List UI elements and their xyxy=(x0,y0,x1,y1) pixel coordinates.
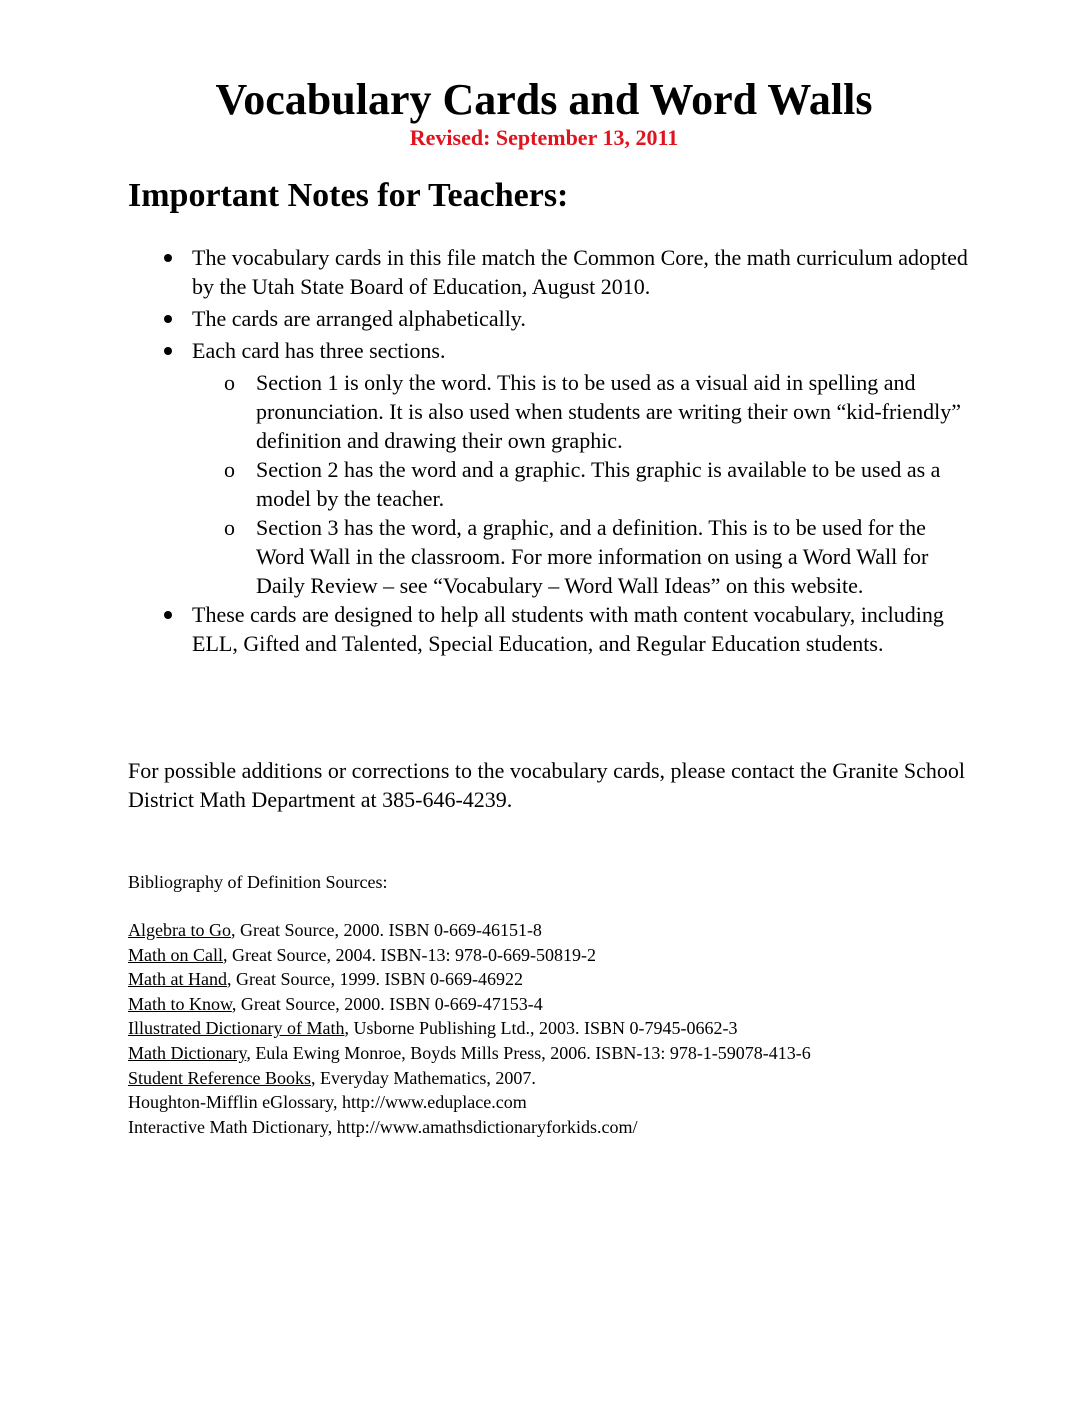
book-title: Math Dictionary xyxy=(128,1042,247,1063)
bullet-item xyxy=(0,304,992,333)
bullet-icon xyxy=(164,315,172,323)
notes-list xyxy=(0,243,1088,661)
sub-bullet-icon: o xyxy=(224,370,235,395)
bullet-icon xyxy=(164,254,172,262)
entry-details: Houghton-Mifflin eGlossary, http://www.eduplace.com xyxy=(128,1092,527,1113)
bullet-icon xyxy=(164,347,172,355)
sub-bullet-icon: o xyxy=(224,515,235,540)
book-title: Student Reference Books xyxy=(128,1067,311,1088)
bullet-item xyxy=(0,243,992,301)
book-title: Math to Know xyxy=(128,993,232,1014)
entry-details: , Eula Ewing Monroe, Boyds Mills Press, 2006. ISBN-13: 978-1-59078-413-6 xyxy=(246,1042,811,1063)
revised-date: Revised: September 13, 2011 xyxy=(409,125,679,150)
sub-item-text: Section 3 has the word, a graphic, and a definition. This is to be used for the Word Wall in the classroom. For more information on using a Word Wall for Daily Review – see “Vocabulary – Word Wall Ideas” on this website. xyxy=(256,515,929,598)
bibliography-entry xyxy=(128,992,1028,1017)
sub-item xyxy=(0,455,976,513)
sub-bullet-icon: o xyxy=(224,457,235,482)
sub-item xyxy=(0,513,976,600)
sub-item-text: Section 1 is only the word. This is to be used as a visual aid in spelling and pronunciation. It is also used when students are writing their own “kid-friendly” definition and drawing their own graphic. xyxy=(256,370,962,453)
bullet-text: The vocabulary cards in this file match the Common Core, the math curriculum adopted by the Utah State Board of Education, August 2010. xyxy=(192,245,968,299)
bullet-icon xyxy=(164,611,172,619)
entry-details: , Great Source, 2004. ISBN-13: 978-0-669-50819-2 xyxy=(223,944,596,965)
entry-details: Interactive Math Dictionary, http://www.amathsdictionaryforkids.com/ xyxy=(128,1116,638,1137)
entry-details: , Everyday Mathematics, 2007. xyxy=(310,1067,536,1088)
bibliography-title: Bibliography of Definition Sources: xyxy=(128,872,388,892)
bibliography-entry xyxy=(128,1090,1028,1115)
document-title: Vocabulary Cards and Word Walls xyxy=(215,75,873,124)
entry-details: , Great Source, 2000. ISBN 0-669-47153-4 xyxy=(231,993,543,1014)
book-title: Math at Hand xyxy=(128,969,227,990)
entry-details: , Usborne Publishing Ltd., 2003. ISBN 0-7945-0662-3 xyxy=(344,1018,738,1039)
book-title: Math on Call xyxy=(128,944,223,965)
notes-heading: Important Notes for Teachers: xyxy=(128,177,569,214)
bibliography-entry xyxy=(128,918,1028,943)
bibliography-entry xyxy=(128,967,1028,992)
contact-paragraph: For possible additions or corrections to the vocabulary cards, please contact the Granite School District Math Department at 385-646-4239. xyxy=(128,758,965,812)
bullet-item xyxy=(0,336,992,365)
bibliography-entry xyxy=(128,1115,1028,1140)
bullet-text: These cards are designed to help all students with math content vocabulary, including ELL, Gifted and Talented, Special Education, and Regular Education students. xyxy=(192,602,944,656)
bibliography-list xyxy=(128,918,1028,1139)
book-title: Illustrated Dictionary of Math xyxy=(128,1018,345,1039)
bullet-text: The cards are arranged alphabetically. xyxy=(192,306,526,331)
entry-details: , Great Source, 2000. ISBN 0-669-46151-8 xyxy=(230,920,542,940)
book-title: Algebra to Go xyxy=(128,920,231,940)
bibliography-entry xyxy=(128,1041,1028,1066)
bibliography-entry xyxy=(128,1066,1028,1091)
bibliography-entry xyxy=(128,1016,1028,1041)
sub-item-text: Section 2 has the word and a graphic. This graphic is available to be used as a model by the teacher. xyxy=(256,457,941,511)
entry-details: , Great Source, 1999. ISBN 0-669-46922 xyxy=(226,969,523,990)
bibliography-entry xyxy=(128,943,1028,968)
bullet-item xyxy=(0,600,992,658)
sub-item xyxy=(0,368,976,455)
bullet-text: Each card has three sections. xyxy=(192,338,446,363)
